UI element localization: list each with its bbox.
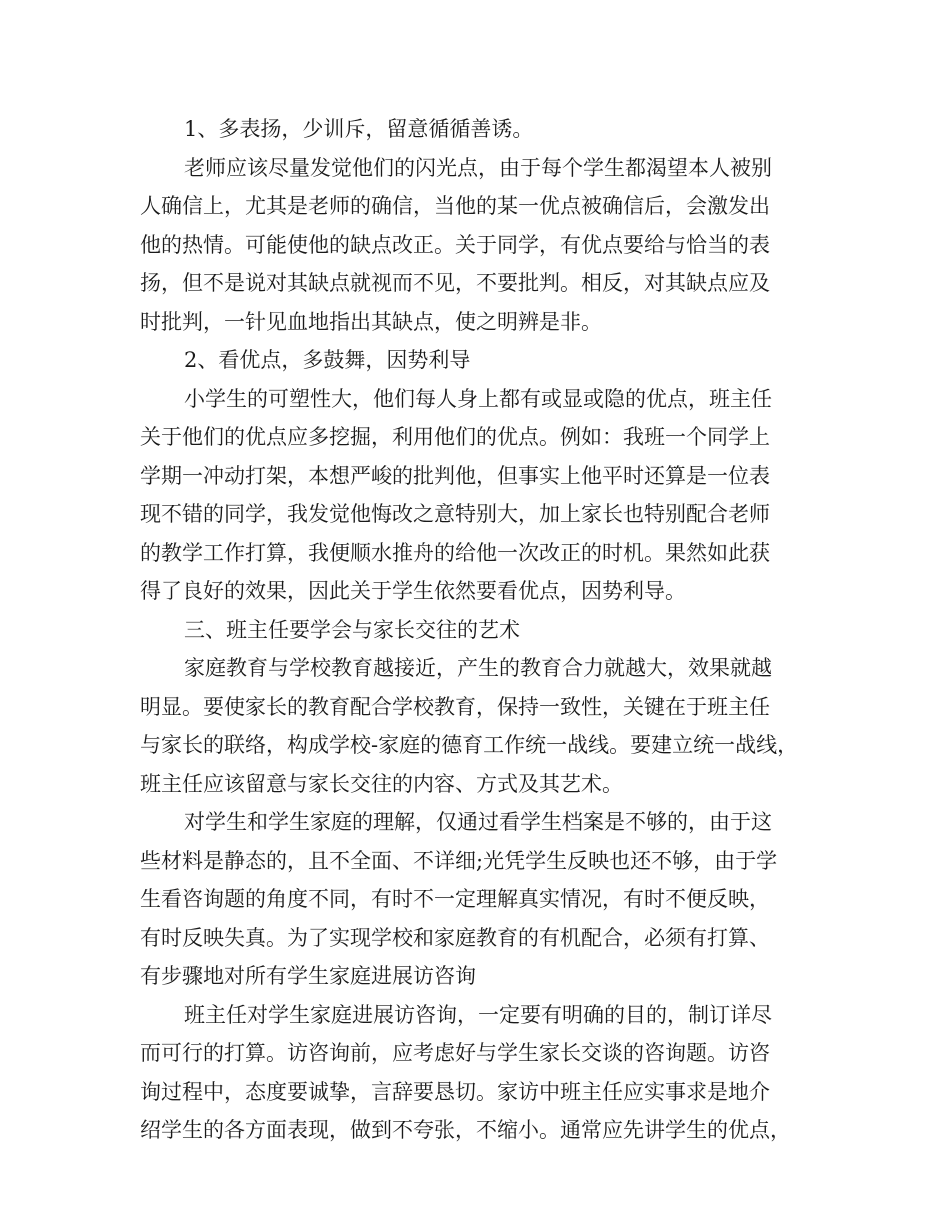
paragraph-line: 扬，但不是说对其缺点就视而不见，不要批判。相反，对其缺点应及	[140, 271, 770, 295]
paragraph-line: 明显。要使家长的教育配合学校教育，保持一致性，关键在于班主任	[140, 694, 770, 719]
document-body	[140, 110, 830, 1150]
paragraph-line: 得了良好的效果，因此关于学生依然要看优点，因势利导。	[140, 579, 686, 603]
paragraph-line: 学期一冲动打架，本想严峻的批判他，但事实上他平时还算是一位表	[140, 463, 770, 488]
paragraph-line: 与家长的联络，构成学校-家庭的德育工作统一战线。要建立统一战线，	[140, 733, 799, 757]
paragraph-line: 而可行的打算。访咨询前，应考虑好与学生家长交谈的咨询题。访咨	[140, 1041, 770, 1065]
paragraph-line: 老师应该尽量发觉他们的闪光点，由于每个学生都渴望本人被别	[184, 155, 772, 180]
paragraph-line: 小学生的可塑性大，他们每人身上都有或显或隐的优点，班主任	[184, 386, 772, 411]
paragraph-line: 有步骤地对所有学生家庭进展访咨询	[140, 964, 476, 988]
paragraph-line: 询过程中，态度要诚挚，言辞要恳切。家访中班主任应实事求是地介	[140, 1079, 770, 1104]
heading-praise-more: 1、多表扬，少训斥，留意循循善诱。	[184, 117, 534, 141]
paragraph-line: 对学生和学生家庭的理解，仅通过看学生档案是不够的，由于这	[184, 810, 772, 834]
paragraph-line: 班主任应该留意与家长交往的内容、方式及其艺术。	[140, 771, 623, 796]
paragraph-line: 绍学生的各方面表现，做到不夸张，不缩小。通常应先讲学生的优点，	[140, 1118, 791, 1142]
paragraph-line: 现不错的同学，我发觉他悔改之意特别大，加上家长也特别配合老师	[140, 502, 770, 526]
paragraph-line: 有时反映失真。为了实现学校和家庭教育的有机配合，必须有打算、	[140, 925, 770, 950]
heading-see-strengths: 2、看优点，多鼓舞，因势利导	[184, 348, 471, 372]
paragraph-line: 关于他们的优点应多挖掘，利用他们的优点。例如：我班一个同学上	[140, 425, 770, 449]
heading-parent-communication: 三、班主任要学会与家长交往的艺术	[184, 617, 520, 642]
paragraph-line: 生看咨询题的角度不同，有时不一定理解真实情况，有时不便反映，	[140, 887, 770, 911]
paragraph-line: 他的热情。可能使他的缺点改正。关于同学，有优点要给与恰当的表	[140, 232, 770, 257]
paragraph-line: 些材料是静态的，且不全面、不详细;光凭学生反映也还不够，由于学	[140, 848, 778, 873]
paragraph-line: 班主任对学生家庭进展访咨询，一定要有明确的目的，制订详尽	[184, 1002, 772, 1027]
paragraph-line: 人确信上，尤其是老师的确信，当他的某一优点被确信后，会激发出	[140, 194, 770, 218]
paragraph-line: 家庭教育与学校教育越接近，产生的教育合力就越大，效果就越	[184, 656, 772, 680]
paragraph-line: 时批判，一针见血地指出其缺点，使之明辨是非。	[140, 309, 602, 334]
paragraph-line: 的教学工作打算，我便顺水推舟的给他一次改正的时机。果然如此获	[140, 540, 770, 565]
